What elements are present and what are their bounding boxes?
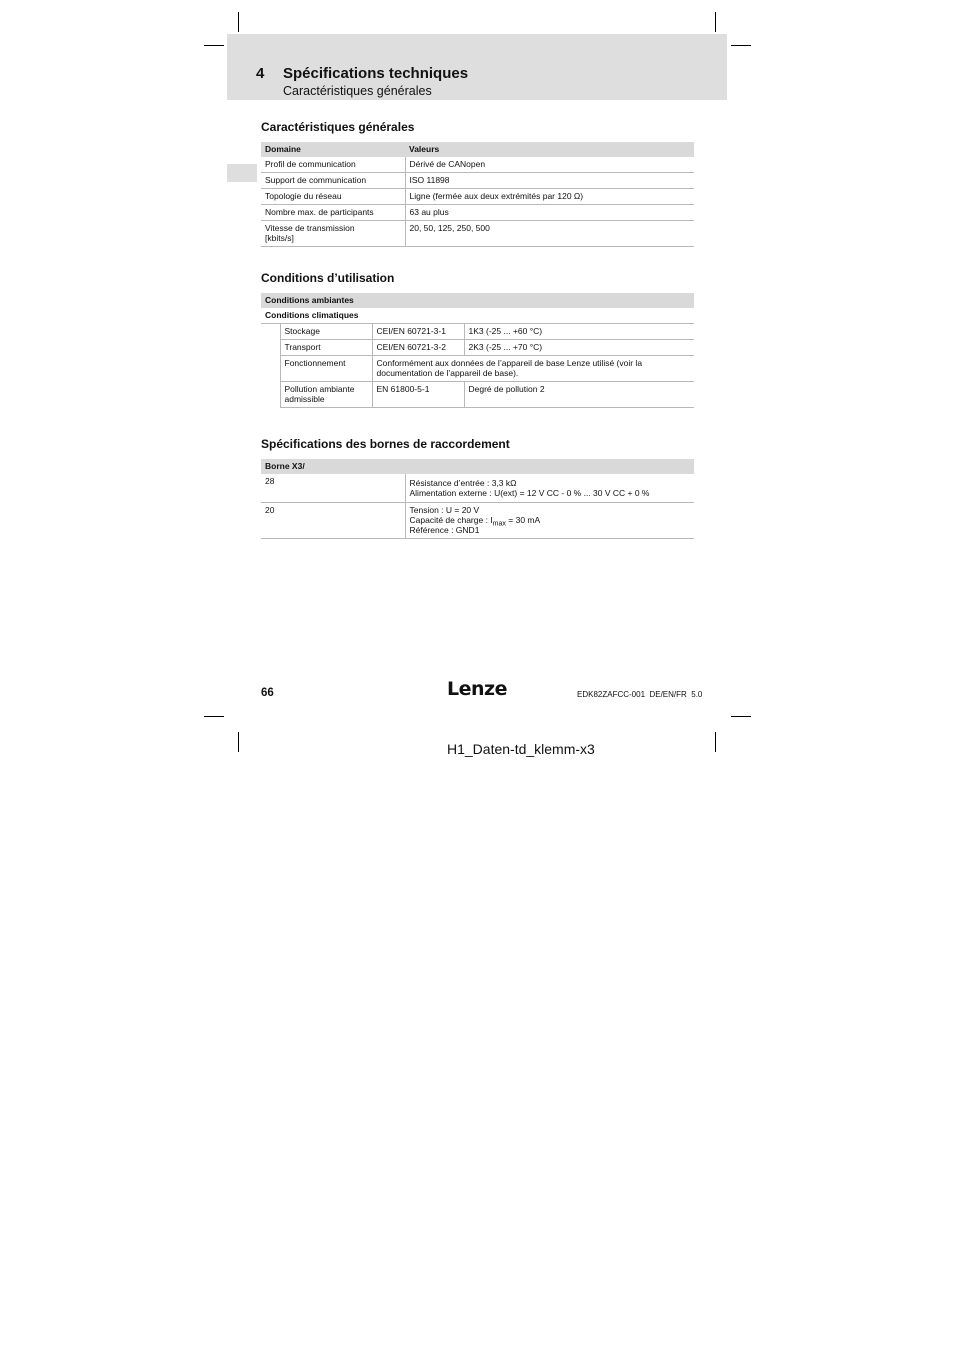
table-cell: Vitesse de transmission [kbits/s] xyxy=(261,221,405,247)
table-header-row xyxy=(261,142,694,157)
table-subheader-row xyxy=(261,308,694,324)
file-label: H1_Daten-td_klemm-x3 xyxy=(447,741,595,757)
table-row xyxy=(261,221,694,247)
table-row xyxy=(261,173,694,189)
section-title-general: Caractéristiques générales xyxy=(261,120,415,134)
table-cell: Stockage xyxy=(280,324,372,340)
table-cell xyxy=(405,503,694,539)
table-header-row xyxy=(261,293,694,308)
chapter-title: Spécifications techniques xyxy=(283,65,469,82)
table-row xyxy=(261,356,694,382)
spec-line-text: Capacité de charge : I xyxy=(409,515,493,525)
indent-cell xyxy=(261,340,280,356)
table-cell: Topologie du réseau xyxy=(261,189,405,205)
indent-cell xyxy=(261,324,280,340)
section-title-conditions: Conditions d’utilisation xyxy=(261,271,395,285)
table-row xyxy=(261,205,694,221)
table-cell: ISO 11898 xyxy=(405,173,694,189)
terminals-table xyxy=(261,459,694,539)
crop-mark xyxy=(731,45,751,46)
spec-line: Référence : GND1 xyxy=(409,525,480,535)
table-row xyxy=(261,324,694,340)
column-header: Conditions ambiantes xyxy=(261,293,694,308)
table-cell: Profil de communication xyxy=(261,157,405,173)
table-cell: Nombre max. de participants xyxy=(261,205,405,221)
column-header: Borne X3/ xyxy=(261,459,694,474)
table-header-row xyxy=(261,459,694,474)
table-row xyxy=(261,157,694,173)
table-cell: CEI/EN 60721-3-1 xyxy=(372,324,464,340)
side-tab-marker xyxy=(227,164,257,182)
page-number: 66 xyxy=(261,687,274,699)
general-table xyxy=(261,142,694,247)
indent-cell xyxy=(261,356,280,382)
spec-line: Tension : U = 20 V xyxy=(409,505,480,515)
crop-mark xyxy=(715,12,716,32)
table-cell: Ligne (fermée aux deux extrémités par 120 Ω) xyxy=(405,189,694,205)
table-cell: 20, 50, 125, 250, 500 xyxy=(405,221,694,247)
crop-mark xyxy=(731,716,751,717)
crop-mark xyxy=(204,45,224,46)
crop-mark xyxy=(238,732,239,752)
spec-line: Résistance d’entrée : 3,3 kΩ xyxy=(409,478,517,488)
indent-cell xyxy=(261,382,280,408)
chapter-number: 4 xyxy=(256,65,265,82)
table-cell: Fonctionnement xyxy=(280,356,372,382)
table-row xyxy=(261,189,694,205)
table-cell xyxy=(405,474,694,503)
spec-line xyxy=(409,515,692,528)
table-row xyxy=(261,503,694,539)
table-cell: Pollution ambiante admissible xyxy=(280,382,372,408)
document-reference: EDK82ZAFCC-001 DE/EN/FR 5.0 xyxy=(577,690,703,699)
table-cell: 1K3 (-25 ... +60 °C) xyxy=(464,324,694,340)
chapter-subtitle: Caractéristiques générales xyxy=(283,84,432,98)
table-cell: Transport xyxy=(280,340,372,356)
table-subheader: Conditions climatiques xyxy=(261,308,694,324)
column-header: Valeurs xyxy=(405,142,694,157)
table-cell: 63 au plus xyxy=(405,205,694,221)
crop-mark xyxy=(204,716,224,717)
crop-mark xyxy=(715,732,716,752)
table-cell: EN 61800-5-1 xyxy=(372,382,464,408)
table-row xyxy=(261,340,694,356)
table-cell: Degré de pollution 2 xyxy=(464,382,694,408)
table-cell: Conformément aux données de l’appareil de base Lenze utilisé (voir la documentation de l’appareil de base). xyxy=(372,356,694,382)
table-cell: Dérivé de CANopen xyxy=(405,157,694,173)
spec-line: Alimentation externe : U(ext) = 12 V CC - 0 % ... 30 V CC + 0 % xyxy=(409,488,650,498)
table-row xyxy=(261,382,694,408)
subscript: max xyxy=(492,520,506,528)
table-cell: Support de communication xyxy=(261,173,405,189)
conditions-table xyxy=(261,293,694,408)
section-title-terminals: Spécifications des bornes de raccordement xyxy=(261,437,510,451)
lenze-logo: Lenze xyxy=(447,678,507,700)
crop-mark xyxy=(238,12,239,32)
terminal-number: 20 xyxy=(261,503,405,539)
table-cell: 2K3 (-25 ... +70 °C) xyxy=(464,340,694,356)
terminal-number: 28 xyxy=(261,474,405,503)
spec-line-text: = 30 mA xyxy=(505,515,541,525)
column-header: Domaine xyxy=(261,142,405,157)
table-cell: CEI/EN 60721-3-2 xyxy=(372,340,464,356)
table-row xyxy=(261,474,694,503)
